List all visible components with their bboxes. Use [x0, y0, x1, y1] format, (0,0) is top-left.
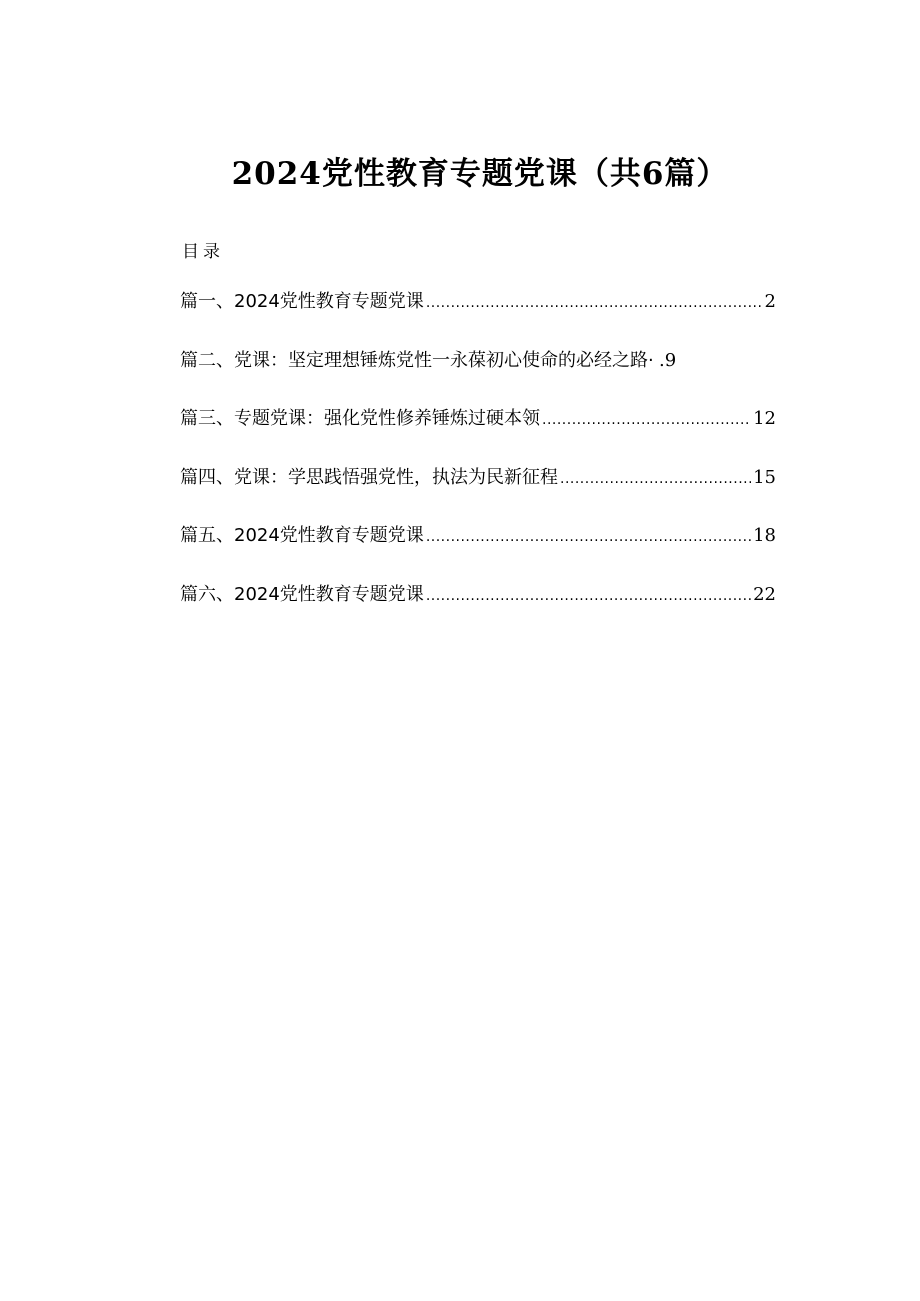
toc-entry-page: .9 [659, 349, 677, 371]
toc-entry-label: 篇四、党课：学思践悟强党性，执法为民新征程 [180, 466, 558, 488]
toc-entry-label: 篇一、2024党性教育专题党课 [180, 291, 424, 312]
toc-entry[interactable] [180, 463, 776, 491]
toc-entry-label: 篇二、党课：坚定理想锤炼党性一永葆初心使命的必经之路 [180, 349, 648, 371]
toc-entry-page: 18 [753, 525, 776, 546]
toc-dot-leader [542, 412, 751, 428]
table-of-contents [180, 287, 776, 638]
toc-entry-page: 2 [764, 291, 776, 312]
toc-dot-leader [648, 350, 658, 371]
toc-dot-leader [426, 588, 751, 604]
toc-entry[interactable] [180, 521, 776, 549]
toc-entry-label: 篇六、2024党性教育专题党课 [180, 583, 424, 605]
document-title: 2024党性教育专题党课（共6篇） [231, 156, 729, 192]
toc-heading: 目录 [182, 242, 224, 262]
toc-entry-label: 篇五、2024党性教育专题党课 [180, 525, 424, 546]
toc-entry-page: 22 [753, 583, 776, 605]
toc-entry[interactable] [180, 580, 776, 608]
toc-dot-leader [426, 529, 751, 545]
toc-entry-page: 12 [753, 408, 776, 429]
toc-entry[interactable] [180, 287, 776, 315]
toc-entry[interactable] [180, 404, 776, 432]
toc-dot-leader [560, 471, 751, 487]
toc-entry[interactable] [180, 346, 776, 374]
toc-dot-leader [426, 295, 763, 311]
toc-entry-label: 篇三、专题党课：强化党性修养锤炼过硬本领 [180, 408, 540, 429]
toc-entry-page: 15 [753, 466, 776, 488]
